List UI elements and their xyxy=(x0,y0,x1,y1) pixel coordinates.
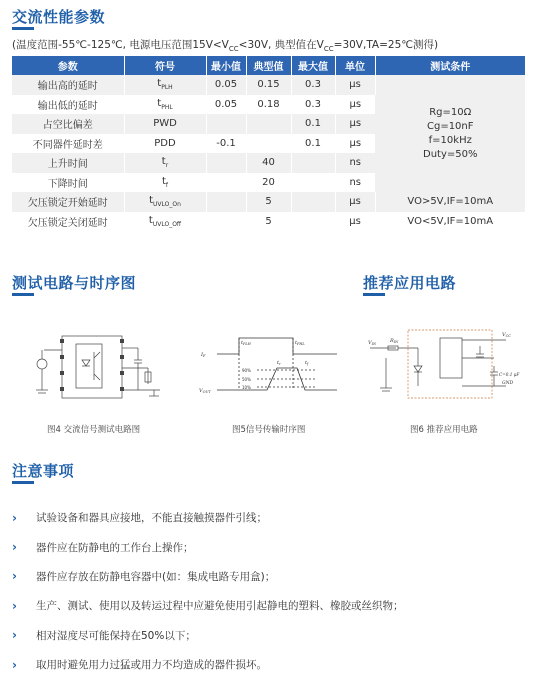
cell-max xyxy=(291,192,335,212)
cell-unit: μs xyxy=(335,212,375,232)
title-underline xyxy=(12,27,34,30)
list-item: › 生产、测试、使用以及转运过程中应避免使用引起静电的塑料、橡胶或丝织物； xyxy=(12,598,404,613)
fig5-tf-label: $t_f$ xyxy=(305,360,309,366)
chevron-right-icon: › xyxy=(12,569,17,584)
fig5-vout-label: $V_{OUT}$ xyxy=(199,388,211,394)
fig5-10pct-label: 10% xyxy=(242,385,251,390)
cell-symbol: PWD xyxy=(124,114,206,134)
cell-symbol: $t_{UVLO\_On}$ xyxy=(124,192,206,212)
section-title-notes: 注意事项 xyxy=(12,462,75,480)
fig5-tphl-label: $t_{PHL}$ xyxy=(295,340,305,346)
fig6-vin-label: $V_{IN}$ xyxy=(368,340,377,346)
cell-min: -0.1 xyxy=(206,134,246,154)
cell-param: 下降时间 xyxy=(12,173,124,193)
cell-condition: VO>5V,IF=10mA xyxy=(375,192,525,212)
list-item: › 器件应在防静电的工作台上操作； xyxy=(12,540,194,555)
fig4-test-circuit-diagram xyxy=(30,330,170,408)
fig4-caption: 图4 交流信号测试电路图 xyxy=(47,425,141,435)
title-underline xyxy=(12,293,34,296)
col-header-max: 最大值 xyxy=(291,56,335,75)
cell-unit: μs xyxy=(335,75,375,95)
cell-unit: ns xyxy=(335,153,375,173)
cell-min: 0.05 xyxy=(206,75,246,95)
cell-min xyxy=(206,212,246,232)
cell-param: 不同器件延时差 xyxy=(12,134,124,154)
col-header-typ: 典型值 xyxy=(246,56,291,75)
cell-merged-condition: Rg=10Ω Cg=10nF f=10kHz Duty=50% xyxy=(375,75,525,192)
section-title-test-circuit: 测试电路与时序图 xyxy=(12,274,137,292)
section-title-ac-params: 交流性能参数 xyxy=(12,8,106,26)
cell-min xyxy=(206,153,246,173)
table-row xyxy=(12,192,525,212)
cell-symbol: PDD xyxy=(124,134,206,154)
cell-typ: 5 xyxy=(246,212,291,232)
fig6-rin-label: $R_{IN}$ xyxy=(390,338,399,344)
chevron-right-icon: › xyxy=(12,510,17,525)
chevron-right-icon: › xyxy=(12,598,17,613)
cell-min xyxy=(206,192,246,212)
cell-max xyxy=(291,173,335,193)
cell-symbol: $t_{PLH}$ xyxy=(124,75,206,95)
list-item: › 器件应存放在防静电容器中(如：集成电路专用盒)； xyxy=(12,569,276,584)
table-row xyxy=(12,75,525,95)
cell-param: 上升时间 xyxy=(12,153,124,173)
title-underline xyxy=(363,293,385,296)
col-header-param: 参数 xyxy=(12,56,124,75)
fig5-50pct-label: 50% xyxy=(242,377,251,382)
cell-param: 欠压锁定开始延时 xyxy=(12,192,124,212)
fig6-caption: 图6 推荐应用电路 xyxy=(410,425,478,435)
fig6-cap-label: C=0.1 μF xyxy=(499,372,520,377)
table-row xyxy=(12,212,525,232)
fig5-timing-diagram xyxy=(197,330,347,398)
chevron-right-icon: › xyxy=(12,657,17,672)
fig6-application-circuit xyxy=(366,326,526,406)
notes-list xyxy=(12,503,527,677)
ac-params-table xyxy=(12,56,525,231)
list-item: › 相对湿度尽可能保持在50%以下； xyxy=(12,628,196,643)
list-item: › 取用时避免用力过猛或用力不均造成的器件损坏。 xyxy=(12,657,267,672)
cell-typ: 5 xyxy=(246,192,291,212)
cell-symbol: $t_r$ xyxy=(124,153,206,173)
cell-typ: 20 xyxy=(246,173,291,193)
cell-max: 0.3 xyxy=(291,95,335,115)
cell-param: 欠压锁定关闭延时 xyxy=(12,212,124,232)
fig5-tplh-label: $t_{PLH}$ xyxy=(241,340,251,346)
cell-symbol: $t_f$ xyxy=(124,173,206,193)
col-header-condition: 测试条件 xyxy=(375,56,525,75)
chevron-right-icon: › xyxy=(12,540,17,555)
test-conditions-text: (温度范围-55℃-125℃, 电源电压范围$15V<V_{CC}<30V$, 典型值在$V_{CC}=30V,TA=25℃$测得) xyxy=(12,39,439,54)
cell-symbol: $t_{UVLO\_Off}$ xyxy=(124,212,206,232)
cell-typ: 0.15 xyxy=(246,75,291,95)
cell-symbol: $t_{PHL}$ xyxy=(124,95,206,115)
fig6-gnd-label: GND xyxy=(502,381,514,386)
fig5-tr-label: $t_r$ xyxy=(277,360,281,366)
cell-min: 0.05 xyxy=(206,95,246,115)
fig5-if-label: $I_F$ xyxy=(201,352,206,358)
cell-max: 0.1 xyxy=(291,134,335,154)
cell-param: 输出高的延时 xyxy=(12,75,124,95)
cell-param: 输出低的延时 xyxy=(12,95,124,115)
title-underline xyxy=(12,481,34,484)
list-item: › 试验设备和器具应接地，不能直接触摸器件引线； xyxy=(12,510,267,525)
cell-param: 占空比偏差 xyxy=(12,114,124,134)
cell-max: 0.1 xyxy=(291,114,335,134)
cell-unit: μs xyxy=(335,95,375,115)
cell-unit: μs xyxy=(335,114,375,134)
cell-unit: μs xyxy=(335,192,375,212)
cell-min xyxy=(206,173,246,193)
cell-condition: VO<5V,IF=10mA xyxy=(375,212,525,232)
cell-max: 0.3 xyxy=(291,75,335,95)
section-title-recommended-circuit: 推荐应用电路 xyxy=(363,274,457,292)
cell-unit: ns xyxy=(335,173,375,193)
fig6-vcc-label: $V_{CC}$ xyxy=(502,332,511,338)
fig5-caption: 图5信号传输时序图 xyxy=(232,425,306,435)
chevron-right-icon: › xyxy=(12,628,17,643)
cell-max xyxy=(291,212,335,232)
cell-typ: 0.18 xyxy=(246,95,291,115)
cell-unit: μs xyxy=(335,134,375,154)
table-header-row xyxy=(12,56,525,75)
col-header-unit: 单位 xyxy=(335,56,375,75)
col-header-min: 最小值 xyxy=(206,56,246,75)
cell-typ xyxy=(246,114,291,134)
cell-typ: 40 xyxy=(246,153,291,173)
col-header-symbol: 符号 xyxy=(124,56,206,75)
cell-min xyxy=(206,114,246,134)
cell-typ xyxy=(246,134,291,154)
fig5-90pct-label: 90% xyxy=(242,368,251,373)
cell-max xyxy=(291,153,335,173)
